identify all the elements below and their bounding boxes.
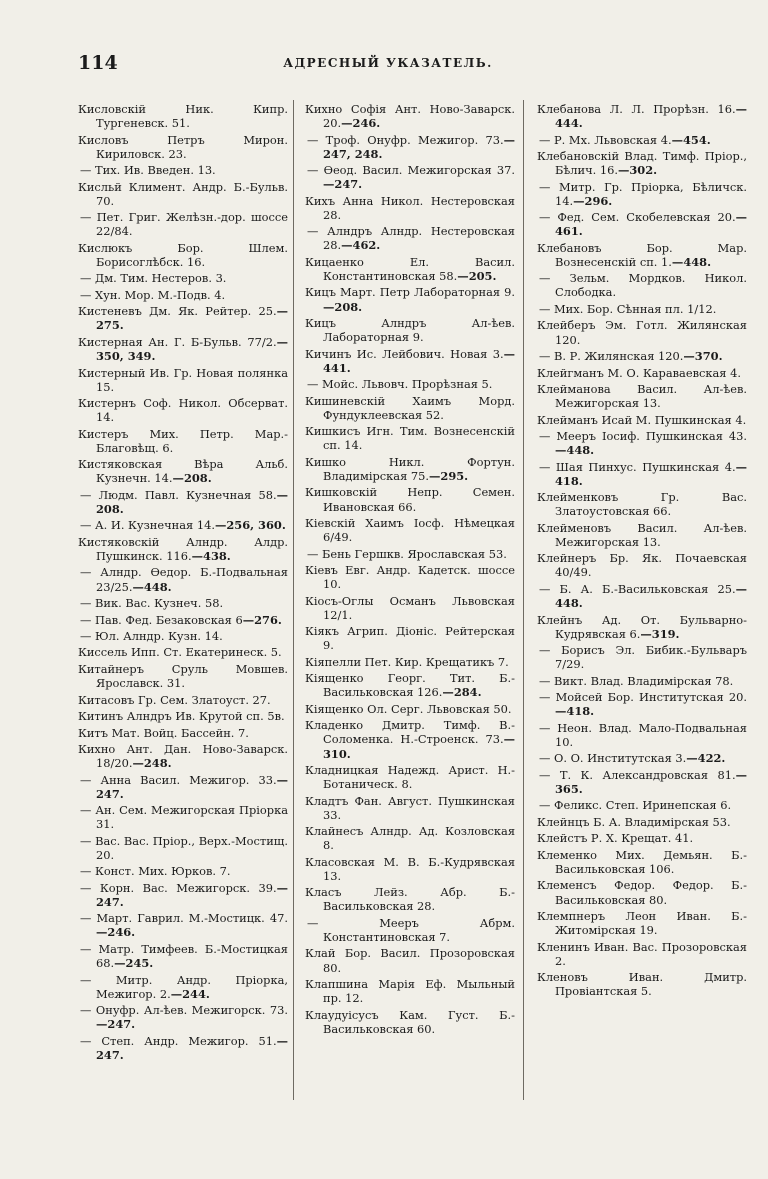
directory-entry: Клейстъ Р. Х. Крещат. 41.	[537, 831, 694, 846]
directory-entry: Клейнъ Ад. От. Бульварно-Кудрявская 6.—319.	[537, 612, 747, 641]
directory-entry: Клейменовъ Васил. Ал-ѣев. Межигорская 13.	[537, 520, 747, 549]
directory-entry: — Хун. Мор. М.-Подв. 4.	[80, 287, 226, 302]
directory-entry: Кистерный Ив. Гр. Новая полянка 15.	[78, 365, 288, 394]
directory-entry: — Фед. Сем. Скобелевская 20.—461.	[539, 210, 747, 239]
directory-entry: — Бень Гершкв. Ярославская 53.	[307, 546, 507, 561]
directory-entry: Класовская М. В. Б.-Кудрявская 13.	[305, 854, 515, 883]
directory-entry: Класъ Лейз. Абр. Б.-Васильковская 28.	[305, 885, 515, 914]
directory-entry: — Пав. Фед. Безаковская 6—276.	[80, 612, 282, 627]
directory-entry: — Митр. Андр. Пріорка, Межигор. 2.—244.	[80, 972, 288, 1001]
directory-entry: Кладенко Дмитр. Тимф. В.-Соломенка. Н.-Строенск. 73.—310.	[305, 718, 515, 761]
directory-entry: Кладницкая Надежд. Арист. Н.-Ботаническ. 8.	[305, 763, 515, 792]
directory-entry: — Вик. Вас. Кузнеч. 58.	[80, 596, 224, 611]
directory-entry: — Пет. Григ. Желѣзн.-дор. шоссе 22/84.	[80, 210, 288, 239]
directory-entry: Кишкисъ Игн. Тим. Вознесенскій сп. 14.	[305, 424, 515, 453]
column-2	[305, 102, 515, 1038]
directory-entry: Клейберъ Эм. Готл. Жилянская 120.	[537, 318, 747, 347]
page-number: 114	[78, 52, 118, 74]
directory-entry: Кицъ Март. Петр Лабораторная 9.—208.	[305, 285, 515, 314]
directory-entry: Кистеръ Мих. Петр. Мар.-Благовѣщ. 6.	[78, 426, 288, 455]
directory-entry: Кіевъ Евг. Андр. Кадетск. шоссе 10.	[305, 563, 515, 592]
directory-entry: — Дм. Тим. Нестеров. 3.	[80, 271, 227, 286]
directory-entry: — Степ. Андр. Межигор. 51.—247.	[80, 1033, 288, 1062]
directory-entry: Кистеневъ Дм. Як. Рейтер. 25.—275.	[78, 304, 288, 333]
directory-entry: — Шая Пинхус. Пушкинская 4.—418.	[539, 459, 747, 488]
directory-entry: Клай Бор. Васил. Прозоровская 80.	[305, 946, 515, 975]
directory-entry: — Матр. Тимфеев. Б.-Мостицкая 68.—245.	[80, 941, 288, 971]
directory-entry: Кисльй Климент. Андр. Б.-Бульв. 70.	[78, 179, 288, 208]
directory-entry: — Зельм. Мордков. Никол. Слободка.	[539, 271, 747, 300]
column-divider	[523, 100, 524, 1100]
directory-entry: Клеменко Мих. Демьян. Б.-Васильковская 106.	[537, 847, 747, 876]
directory-entry: Кистяковскій Алндр. Алдр. Пушкинск. 116.—438.	[78, 534, 288, 563]
directory-entry: Клейнеръ Бр. Як. Почаевская 40/49.	[537, 551, 747, 580]
directory-entry: Клейнцъ Б. А. Владимірская 53.	[537, 814, 731, 829]
directory-entry: — Неон. Влад. Мало-Подвальная 10.	[539, 720, 747, 749]
directory-entry: Клайнесъ Алндр. Ад. Козловская 8.	[305, 824, 515, 853]
directory-entry: — Анна Васил. Межигор. 33.—247.	[80, 772, 288, 801]
directory-entry: Кистяковская Вѣра Альб. Кузнечн. 14.—208.	[78, 457, 288, 486]
directory-entry: — Март. Гаврил. М.-Мостицк. 47.—246.	[80, 911, 288, 940]
directory-entry: Кишиневскій Хаимъ Морд. Фундуклеевская 52.	[305, 393, 515, 422]
directory-entry: Кіященко Георг. Тит. Б.-Васильковская 126.—284.	[305, 671, 515, 700]
directory-entry: — Алндръ Алндр. Нестеровская 28.—462.	[307, 224, 515, 253]
directory-entry: Кленовъ Иван. Дмитр. Провіантская 5.	[537, 970, 747, 999]
directory-entry: Кіякъ Агрип. Діоніс. Рейтерская 9.	[305, 624, 515, 653]
directory-entry: Кислюкъ Бор. Шлем. Борисоглѣбск. 16.	[78, 240, 288, 269]
directory-entry: Клебановъ Бор. Мар. Вознесенскій сп. 1.—448.	[537, 240, 747, 269]
directory-entry: Клемпнеръ Леон Иван. Б.-Житомірская 19.	[537, 908, 747, 938]
directory-entry: — Алндр. Өедор. Б.-Подвальная 23/25.—448.	[80, 565, 288, 594]
directory-entry: Кладтъ Фан. Август. Пушкинская 33.	[305, 793, 515, 822]
directory-entry: Кишко Никл. Фортун. Владимірская 75.—295.	[305, 454, 515, 483]
directory-entry: Кіевскій Хаимъ Іосф. Нѣмецкая 6/49.	[305, 516, 515, 545]
directory-entry: — Р. Мх. Львовская 4.—454.	[539, 132, 711, 147]
page-title: АДРЕСНЫЙ УКАЗАТЕЛЬ.	[283, 56, 493, 70]
directory-entry: — Троф. Онуфр. Межигор. 73.—247, 248.	[307, 132, 515, 161]
column-3	[537, 102, 747, 1001]
directory-entry: Кишковскій Непр. Семен. Ивановская 66.	[305, 485, 515, 514]
directory-entry: — Мойс. Львовч. Прорѣзная 5.	[307, 377, 493, 392]
directory-entry: Кіященко Ол. Серг. Львовская 50.	[305, 701, 512, 716]
directory-entry: — Онуфр. Ал-ѣев. Межигорск. 73.—247.	[80, 1003, 288, 1032]
directory-entry: Клаудуісусъ Кам. Густ. Б.-Васильковская 60.	[305, 1007, 515, 1036]
directory-entry: — Өеод. Васил. Межигорская 37.—247.	[307, 163, 515, 192]
directory-entry: Киссель Ипп. Ст. Екатеринеск. 5.	[78, 645, 282, 660]
directory-entry: Кіяпелли Пет. Кир. Крещатикъ 7.	[305, 654, 509, 669]
directory-entry: Кихъ Анна Никол. Нестеровская 28.	[305, 193, 515, 222]
directory-entry: Клебановскій Влад. Тимф. Пріор., Бѣлич. 16.—302.	[537, 149, 747, 178]
directory-entry: Кленинъ Иван. Вас. Прозоровская 2.	[537, 939, 747, 968]
directory-entry: Кистерная Ан. Г. Б-Бульв. 77/2.—350, 349.	[78, 334, 288, 364]
directory-entry: — Корн. Вас. Межигорск. 39.—247.	[80, 880, 288, 909]
directory-entry: — Тих. Ив. Введен. 13.	[80, 163, 216, 178]
directory-entry: — А. И. Кузнечная 14.—256, 360.	[80, 518, 286, 533]
directory-entry: Кичинъ Ис. Лейбович. Новая 3.—441.	[305, 346, 515, 375]
directory-entry: Кихно Софія Ант. Ново-Заварск. 20.—246.	[305, 102, 515, 131]
directory-entry: Кистернъ Соф. Никол. Обсерват. 14.	[78, 396, 288, 425]
directory-entry: — Т. К. Александровская 81.—365.	[539, 767, 747, 796]
directory-entry: Клебанова Л. Л. Прорѣзн. 16.—444.	[537, 102, 747, 131]
directory-entry: Клейманъ Исай М. Пушкинская 4.	[537, 412, 747, 427]
directory-entry: — Митр. Гр. Пріорка, Бѣличск. 14.—296.	[539, 179, 747, 208]
directory-entry: — В. Р. Жилянская 120.—370.	[539, 349, 723, 364]
column-1	[78, 102, 288, 1064]
directory-entry: Кицаенко Ел. Васил. Константиновская 58.—205.	[305, 254, 515, 283]
directory-entry: — Викт. Влад. Владимірская 78.	[539, 673, 734, 688]
directory-entry: Китъ Мат. Войц. Бассейн. 7.	[78, 725, 249, 740]
directory-entry: Кіосъ-Оглы Османъ Львовская 12/1.	[305, 593, 515, 622]
directory-entry: Китинъ Алндръ Ив. Крутой сп. 5в.	[78, 709, 285, 724]
page-header	[78, 52, 698, 76]
directory-entry: — Конст. Мих. Юрков. 7.	[80, 864, 231, 879]
directory-entry: Китасовъ Гр. Сем. Златоуст. 27.	[78, 692, 271, 707]
directory-entry: — Мих. Бор. Сѣнная пл. 1/12.	[539, 301, 717, 316]
directory-entry: — Б. А. Б.-Васильковская 25.—448.	[539, 581, 747, 611]
directory-entry: Кисловъ Петръ Мирон. Кириловск. 23.	[78, 132, 288, 161]
directory-entry: — Борисъ Эл. Бибик.-Бульваръ 7/29.	[539, 643, 747, 672]
directory-entry: — Феликс. Степ. Иринепская 6.	[539, 798, 732, 813]
directory-entry: — Ан. Сем. Межигорская Пріорка 31.	[80, 803, 288, 832]
directory-entry: Клейманова Васил. Ал-ѣев. Межигорская 13.	[537, 381, 747, 411]
directory-entry: — О. О. Институтская 3.—422.	[539, 751, 726, 766]
directory-entry: — Мойсей Бор. Институтская 20.—418.	[539, 690, 747, 719]
column-divider	[293, 100, 294, 1100]
directory-entry: — Юл. Алндр. Кузн. 14.	[80, 629, 223, 643]
directory-entry: Кихно Ант. Дан. Ново-Заварск. 18/20.—248.	[78, 742, 288, 771]
directory-entry: Клапшина Марія Еф. Мыльный пр. 12.	[305, 977, 515, 1006]
directory-entry: — Мееръ Абрм. Константиновская 7.	[307, 915, 515, 944]
directory-entry: — Мееръ Іосиф. Пушкинская 43.—448.	[539, 429, 747, 458]
directory-entry: — Людм. Павл. Кузнечная 58.—208.	[80, 487, 288, 516]
directory-entry: Кицъ Алндръ Ал-ѣев. Лабораторная 9.	[305, 316, 515, 345]
directory-entry: Клейгманъ М. О. Караваевская 4.	[537, 365, 741, 380]
directory-entry: Клеменсъ Федор. Федор. Б.-Васильковская 80.	[537, 878, 747, 907]
directory-entry: Клейменковъ Гр. Вас. Златоустовская 66.	[537, 490, 747, 519]
directory-entry: — Вас. Вас. Пріор., Верх.-Мостищ. 20.	[80, 833, 288, 862]
directory-entry: Китайнеръ Сруль Мовшев. Ярославск. 31.	[78, 661, 288, 691]
directory-entry: Кисловскій Ник. Кипр. Тургеневск. 51.	[78, 102, 288, 131]
